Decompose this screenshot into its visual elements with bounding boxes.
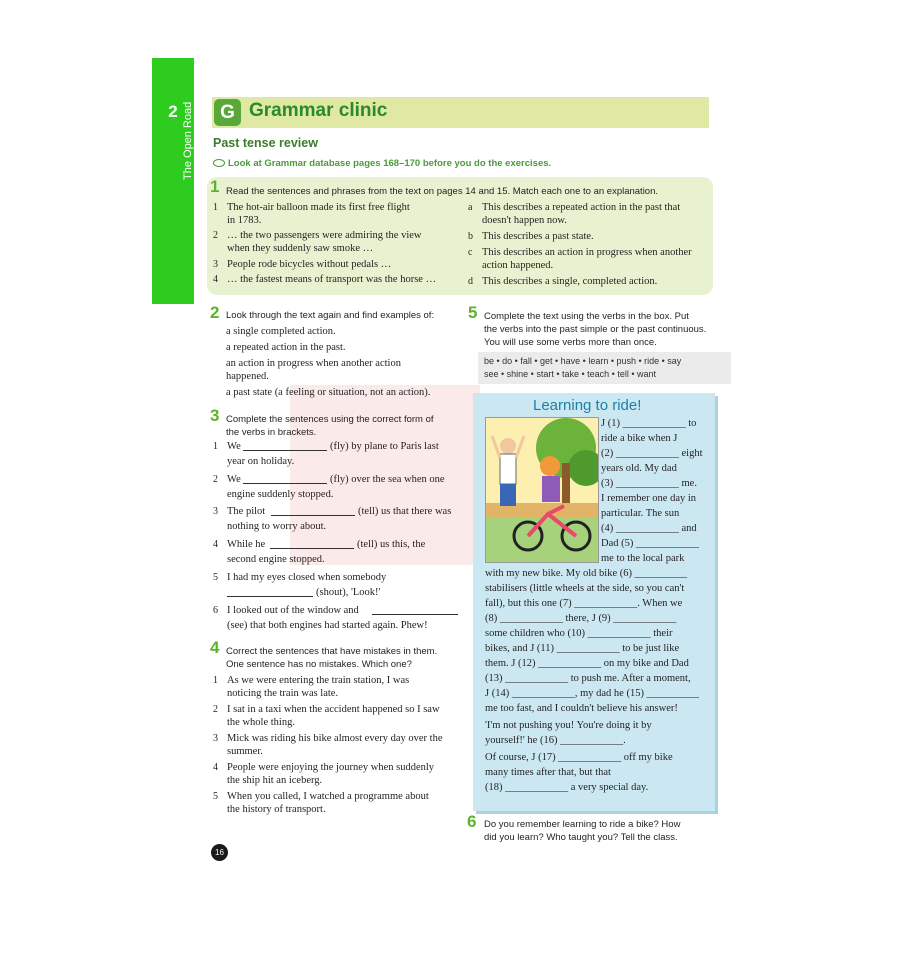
word-box	[478, 352, 731, 384]
exercise-instruction: Correct the sentences that have mistakes in them.	[226, 646, 438, 657]
list-item: 1 The hot-air balloon made its first free flight in 1783.	[213, 202, 410, 226]
answer-blank[interactable]	[243, 483, 327, 484]
answer-blank[interactable]	[227, 596, 313, 597]
list-item: c This describes an action in progress when another action happened.	[468, 247, 692, 271]
unit-tab	[152, 58, 194, 304]
boy-riding-bike-illustration	[485, 417, 599, 563]
exercise-instruction: Complete the text using the verbs in the box. Put the verbs into the past simple or the past continuous. You will use some verbs more than once.	[484, 311, 707, 348]
list-item: 3 People rode bicycles without pedals …	[213, 259, 392, 270]
answer-blank[interactable]	[243, 450, 327, 451]
eye-icon	[213, 159, 225, 167]
ex1-left-list	[213, 201, 463, 288]
subheading: Past tense review	[213, 136, 318, 150]
exercise-instruction: Read the sentences and phrases from the text on pages 14 and 15. Match each one to an explanation.	[226, 186, 659, 197]
list-item: d This describes a single, completed action.	[468, 276, 658, 287]
list-item: an action in progress when another action	[226, 358, 401, 369]
unit-number: 2	[168, 102, 178, 121]
list-item: 4 People were enjoying the journey when suddenly the ship hit an iceberg.	[213, 762, 435, 786]
story-title: Learning to ride!	[533, 397, 642, 414]
reference-note: Look at Grammar database pages 168–170 before you do the exercises.	[213, 158, 551, 169]
list-item: a repeated action in the past.	[226, 342, 346, 353]
list-item: b This describes a past state.	[468, 231, 594, 242]
list-item: 2 We (fly) over the sea when one engine suddenly stopped.	[213, 474, 445, 500]
page-number: 16	[211, 844, 228, 861]
unit-title: The Open Road	[182, 101, 194, 180]
ex1-right-list	[468, 201, 713, 290]
exercise-number: 4	[210, 638, 220, 657]
answer-blank[interactable]	[271, 515, 355, 516]
exercise-instruction: Look through the text again and find examples of:	[226, 310, 435, 321]
story-box	[473, 393, 715, 811]
list-item: 3 Mick was riding his bike almost every day over the summer.	[213, 733, 443, 757]
exercise-number: 1	[210, 177, 220, 196]
exercise-number: 3	[210, 406, 220, 425]
exercise-number: 6	[467, 812, 477, 831]
ex2-list	[226, 325, 466, 400]
list-item: 4 … the fastest means of transport was the horse …	[213, 274, 437, 285]
story-text: with my new bike. My old bike (6) __________ stabilisers (little wheels at the side, so you can't fall), but this one (7) ____________. When we (8) ____________ there, J (9) ____________ some children who (10) ____________ their bikes, and J (11) ____________ to be just like them. J (12) ____________ on my bike and Dad (13) ____________ to push me. After a moment, J (14) ____________, my dad he (15) __________ me too fast, and I couldn't believe his answer! 'I'm not pushing you! You're doing it by yourself!' he (16) ____________. Of course, J (17) ____________ off my bike many times after that, but that (18) ____________ a very special day.	[485, 568, 700, 793]
exercise-instruction: the verbs in brackets.	[226, 427, 317, 438]
grammar-badge-icon: G	[214, 99, 241, 126]
answer-blank[interactable]	[270, 548, 354, 549]
word-list: see • shine • start • take • teach • tell • want	[484, 369, 656, 379]
list-item: 2 I sat in a taxi when the accident happened so I saw the whole thing.	[213, 704, 440, 728]
exercise-instruction: Do you remember learning to ride a bike? How did you learn? Who taught you? Tell the class.	[484, 819, 681, 843]
list-item: 1 As we were entering the train station, I was noticing the train was late.	[213, 675, 410, 699]
list-item: 3 The pilot (tell) us that there was nothing to worry about.	[213, 506, 452, 532]
list-item: a past state (a feeling or situation, not an action).	[226, 387, 431, 398]
ex4-list	[213, 674, 463, 819]
exercise-number: 5	[468, 303, 478, 322]
list-item: a single completed action.	[226, 326, 336, 337]
list-item: 5 I had my eyes closed when somebody (shout), 'Look!'	[213, 572, 387, 598]
list-item: 2 … the two passengers were admiring the view when they suddenly saw smoke …	[213, 230, 422, 254]
exercise-instruction: Complete the sentences using the correct form of	[226, 414, 434, 425]
section-title: Grammar clinic	[249, 100, 388, 121]
list-item: 6 I looked out of the window and (see) that both engines had started again. Phew!	[213, 604, 463, 634]
word-list: be • do • fall • get • have • learn • push • ride • say	[484, 356, 682, 366]
list-item: 5 When you called, I watched a programme about the history of transport.	[213, 791, 429, 815]
exercise-instruction: One sentence has no mistakes. Which one?	[226, 659, 412, 670]
section-title-bar	[212, 97, 709, 128]
ex3-list	[213, 440, 463, 634]
list-item: happened.	[226, 371, 269, 382]
answer-blank[interactable]	[372, 614, 458, 615]
list-item: 4 While he (tell) us this, the second engine stopped.	[213, 539, 426, 565]
exercise-number: 2	[210, 303, 220, 322]
list-item: a This describes a repeated action in the past that doesn't happen now.	[468, 202, 681, 226]
story-side-text: J (1) ____________ to ride a bike when J (2) ____________ eight years old. My dad (3) ____________ me. I remember one day in particular. The sun (4) ____________ and Dad (5) ____________ me to the local park	[601, 418, 703, 564]
list-item: 1 We (fly) by plane to Paris last year on holiday.	[213, 441, 439, 467]
